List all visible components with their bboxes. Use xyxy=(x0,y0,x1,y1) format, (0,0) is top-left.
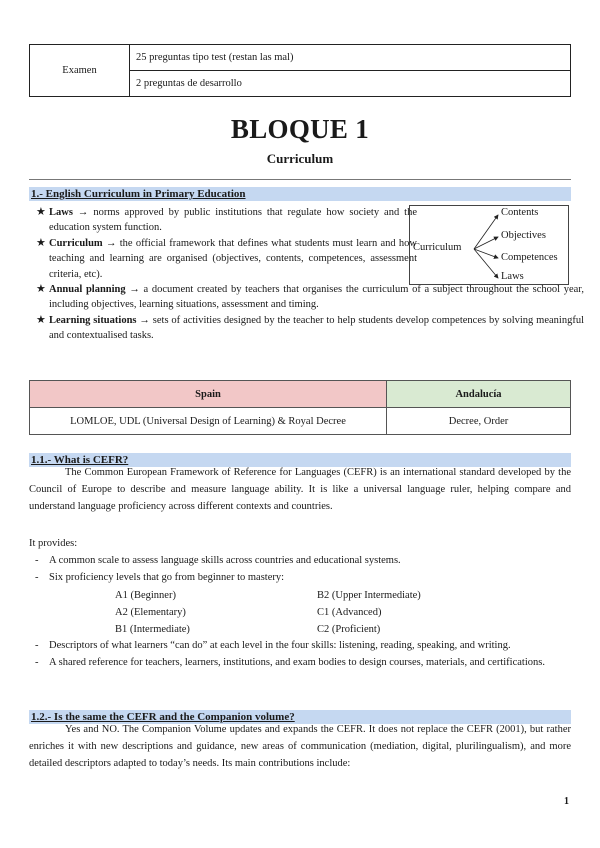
level-a2: A2 (Elementary) xyxy=(115,607,186,618)
header-andalucia: Andalucía xyxy=(387,381,571,408)
level-a1: A1 (Beginner) xyxy=(115,590,176,601)
definition-curriculum xyxy=(36,236,417,282)
level-b2: B2 (Upper Intermediate) xyxy=(317,590,421,601)
definition-term: Curriculum xyxy=(49,237,103,249)
definition-text: → the official framework that defines what students must learn and how teaching and learning are organised (objectives, contents, competences, assessment criteria, etc). xyxy=(49,237,417,280)
list-item: - Descriptors of what learners “can do” at each level in the four skills: listening, reading, speaking, and writing. xyxy=(35,640,511,651)
proficiency-levels xyxy=(115,587,535,638)
companion-paragraph-text: Yes and NO. The Companion Volume updates and expands the CEFR. It does not replace the CEFR (2001), but rather enriches it with new descriptions and guidance, new areas of communication (mediation, digital, plurilingualism), and more detailed descriptors adapted to today’s needs. Its main contributions include: xyxy=(29,724,571,769)
list-item-text: Descriptors of what learners “can do” at each level in the four skills: listening, reading, speaking, and writing. xyxy=(49,640,511,651)
level-c1: C1 (Advanced) xyxy=(317,607,382,618)
title-divider xyxy=(29,179,571,180)
exam-row-1: 25 preguntas tipo test (restan las mal) xyxy=(130,45,571,71)
definition-annual-planning xyxy=(36,282,584,313)
cefr-paragraph-text: The Common European Framework of Reference for Languages (CEFR) is an international standard developed by the Council of Europe to describe and measure language ability. It is like a universal language ruler, helping compare and understand language proficiency across different contexts and countries. xyxy=(29,467,571,512)
section-heading-1-2-text: 1.2.- Is the same the CEFR and the Companion volume? xyxy=(31,711,295,723)
page-subtitle: Curriculum xyxy=(266,151,334,166)
list-item: - A common scale to assess language skills across countries and educational systems. xyxy=(35,555,401,566)
cefr-paragraph xyxy=(29,465,571,515)
level-c2: C2 (Proficient) xyxy=(317,624,381,635)
star-bullet-icon: ★ xyxy=(36,313,46,326)
curriculum-diagram xyxy=(409,205,569,285)
list-item-text: A common scale to assess language skills across countries and educational systems. xyxy=(49,555,401,566)
level-b1: B1 (Intermediate) xyxy=(115,624,190,635)
section-heading-1-1-text: 1.1.- What is CEFR? xyxy=(31,454,129,466)
list-item: - Six proficiency levels that go from beginner to mastery: xyxy=(35,571,285,583)
section-heading-1 xyxy=(29,187,571,201)
diagram-branch-objectives: Objectives xyxy=(501,230,546,241)
definition-text: → sets of activities designed by the teacher to help students develop competences by solving meaningful and contextualised tasks. xyxy=(49,314,584,342)
star-bullet-icon: ★ xyxy=(36,236,46,249)
page-number: 1 xyxy=(564,796,569,807)
companion-paragraph xyxy=(29,722,571,772)
list-item-text: A shared reference for teachers, learners, institutions, and exam bodies to design courses, materials, and certifications. xyxy=(49,656,545,668)
exam-row-2: 2 preguntas de desarrollo xyxy=(130,71,571,97)
diagram-branch-competences: Competences xyxy=(501,252,558,263)
value-spain: LOMLOE, UDL (Universal Design of Learning) & Royal Decree xyxy=(30,408,387,435)
definition-text: → norms approved by public institutions that regulate how society and the education system function. xyxy=(49,207,417,234)
definition-term: Learning situations xyxy=(49,314,137,326)
definition-term: Laws xyxy=(49,207,73,218)
page-title: BLOQUE 1 xyxy=(230,114,370,144)
regulation-table xyxy=(29,380,571,435)
definition-laws xyxy=(36,205,417,236)
star-bullet-icon: ★ xyxy=(36,283,46,296)
header-spain: Spain xyxy=(30,381,387,408)
provides-list xyxy=(29,553,571,587)
provides-list-continued xyxy=(29,638,571,672)
definition-term: Annual planning xyxy=(49,284,126,296)
diagram-root: Curriculum xyxy=(413,242,462,253)
section-heading-1-text: 1.- English Curriculum in Primary Education xyxy=(31,188,246,200)
diagram-branch-contents: Contents xyxy=(501,207,539,218)
definition-text: → a document created by teachers that organises the curriculum of a subject throughout the school year, including objectives, learning situations, assessment and timing. xyxy=(49,284,584,311)
exam-label: Examen xyxy=(30,45,130,97)
exam-table xyxy=(29,44,571,97)
value-andalucia: Decree, Order xyxy=(387,408,571,435)
diagram-branch-laws: Laws xyxy=(501,271,524,282)
list-item-text: Six proficiency levels that go from beginner to mastery: xyxy=(49,571,285,583)
list-item: - A shared reference for teachers, learners, institutions, and exam bodies to design courses, materials, and certifications. xyxy=(35,656,545,668)
star-bullet-icon: ★ xyxy=(36,206,46,218)
definition-learning-situations xyxy=(36,313,584,344)
provides-label: It provides: xyxy=(29,538,78,549)
